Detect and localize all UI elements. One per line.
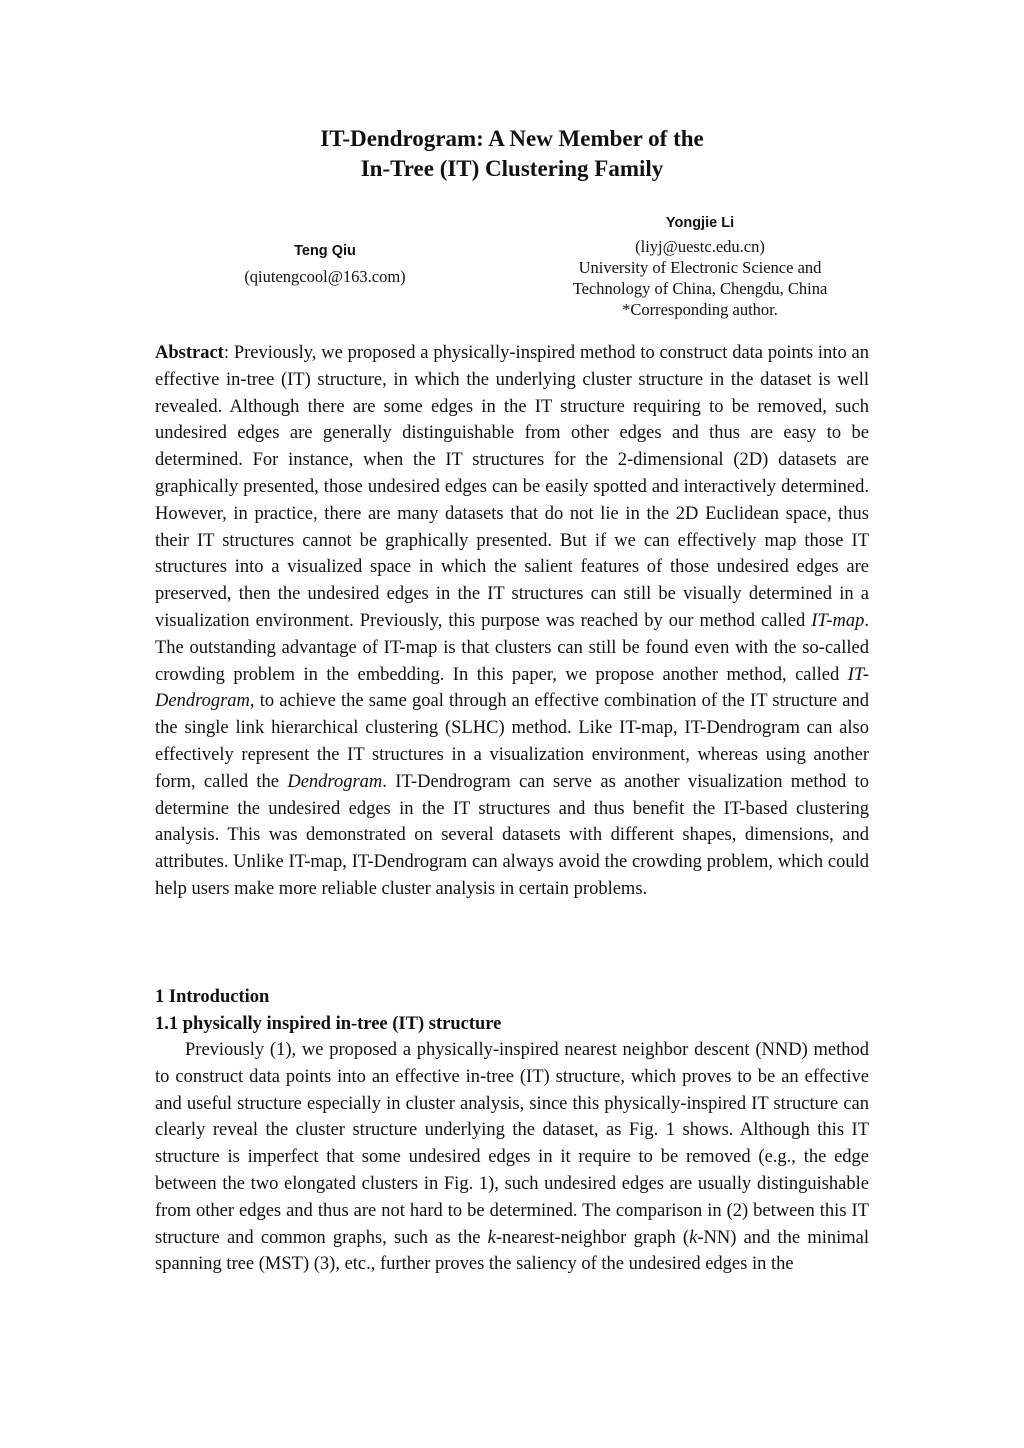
title-line-2: In-Tree (IT) Clustering Family bbox=[360, 156, 664, 181]
author-block-left bbox=[190, 238, 460, 289]
abstract-text-2: . The outstanding advantage of IT-map is that clusters can still be found even with the so-called crowding problem in the embedding. In this paper, we propose another method, called bbox=[155, 610, 869, 685]
abstract-text-4: . IT-Dendrogram can serve as another visualization method to determine the undesired edges in the IT structures and thus benefit the IT-based clustering analysis. This was demonstrated on several datasets with different shapes, dimensions, and attributes. Unlike IT-map, IT-Dendrogram can always avoid the crowding problem, which could help users make more reliable cluster analysis in certain problems. bbox=[155, 771, 869, 899]
abstract-term-itmap: IT-map bbox=[811, 610, 865, 631]
subsection-heading: 1.1 physically inspired in-tree (IT) structure bbox=[155, 1014, 502, 1034]
introduction-paragraph bbox=[155, 1037, 869, 1278]
corresponding-note: *Corresponding author. bbox=[622, 300, 778, 319]
paper-title bbox=[0, 124, 1024, 184]
intro-text-1: Previously (1), we proposed a physically-inspired nearest neighbor descent (NND) method to construct data points into an effective in-tree (IT) structure, which proves to be an effective and useful structure especially in cluster analysis, since this physically-inspired IT structure can clearly reveal the cluster structure underlying the dataset, as Fig. 1 shows. Although this IT structure is imperfect that some undesired edges in it require to be removed (e.g., the edge between the two elongated clusters in Fig. 1), such undesired edges are usually distinguishable from other edges and thus are not hard to be determined. The comparison in (2) between this IT structure and common graphs, such as the bbox=[155, 1040, 869, 1248]
abstract-paragraph bbox=[155, 340, 869, 903]
abstract-text-3: , to achieve the same goal through an effective combination of the IT structure and the single link hierarchical clustering (SLHC) method. Like IT-map, IT-Dendrogram can also effectively represent the IT structures in a visualization environment, whereas using another form, called the bbox=[155, 691, 869, 792]
abstract-label: Abstract bbox=[155, 343, 224, 363]
abstract-text-1: Previously, we proposed a physically-inspired method to construct data points into an effective in-tree (IT) structure, in which the underlying cluster structure in the dataset is well revealed. Although there are some edges in the IT structure requiring to be removed, such undesired edges are generally distinguishable from other edges and thus are easy to be determined. For instance, when the IT structures for the 2-dimensional (2D) datasets are graphically presented, those undesired edges can be easily spotted and interactively determined. However, in practice, there are many datasets that do not lie in the 2D Euclidean space, thus their IT structures cannot be graphically presented. But if we can effectively map those IT structures into a visualized space in which the salient features of those undesired edges are preserved, then the undesired edges in the IT structures can still be visually determined in a visualization environment. Previously, this purpose was reached by our method called bbox=[155, 343, 869, 631]
author-email-right: (liyj@uestc.edu.cn) bbox=[635, 237, 765, 256]
author-name-right: Yongjie Li bbox=[665, 215, 735, 231]
intro-text-2: -nearest-neighbor graph ( bbox=[495, 1227, 690, 1248]
author-email-left: (qiutengcool@163.com) bbox=[244, 267, 406, 286]
affiliation-line-1: University of Electronic Science and bbox=[578, 258, 822, 277]
intro-k-italic-2: k bbox=[689, 1227, 698, 1248]
intro-text-3: -NN) and the minimal spanning tree (MST) (3), etc., further proves the saliency of the undesired edges in the bbox=[155, 1227, 870, 1275]
abstract-term-dendrogram: Dendrogram bbox=[287, 771, 383, 792]
abstract-term-itdendrogram: IT-Dendrogram bbox=[155, 664, 869, 712]
abstract-separator: : bbox=[223, 343, 234, 363]
intro-k-italic-1: k bbox=[487, 1227, 496, 1248]
author-block-right bbox=[530, 210, 870, 320]
title-line-1: IT-Dendrogram: A New Member of the bbox=[320, 126, 704, 151]
author-name-left: Teng Qiu bbox=[294, 243, 356, 259]
section-heading-introduction: 1 Introduction bbox=[155, 987, 270, 1007]
affiliation-line-2: Technology of China, Chengdu, China bbox=[572, 279, 828, 298]
